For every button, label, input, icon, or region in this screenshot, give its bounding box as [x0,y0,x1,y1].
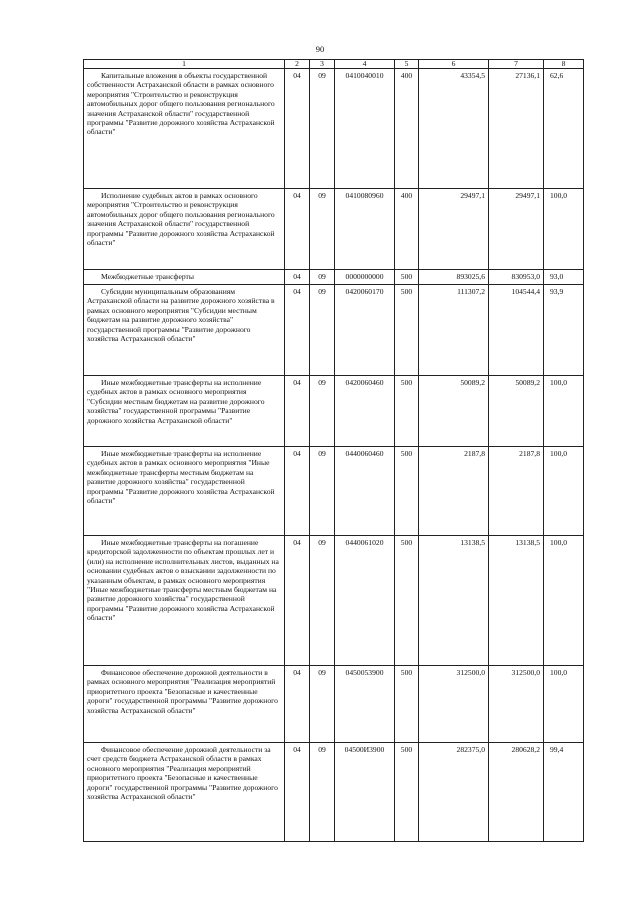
subsection-code: 09 [310,69,335,189]
table-row [84,376,584,447]
target-article-code: 04500И3900 [335,743,395,842]
planned-amount: 893025,6 [419,270,489,285]
row-description: Капитальные вложения в объекты государственной собственности Астраханской области в рамках основного мероприятия "Строительство и реконструкция автомобильных дорог общего пользования регионального значения Астраханской области" государственной программы "Развитие дорожного хозяйства Астраханской области" [84,69,285,189]
expense-type-code: 500 [395,536,419,666]
execution-percent: 99,4 [544,743,584,842]
table-row [84,189,584,270]
table-row [84,285,584,376]
execution-percent: 100,0 [544,376,584,447]
planned-amount: 312500,0 [419,666,489,743]
planned-amount: 13138,5 [419,536,489,666]
target-article-code: 0440060460 [335,447,395,536]
subsection-code: 09 [310,743,335,842]
row-description: Иные межбюджетные трансферты на исполнение судебных актов в рамках основного мероприятия "Иные межбюджетные трансферты местным бюджетам на развитие дорожного хозяйства" государственной программы "Развитие дорожного хозяйства Астраханской области" [84,447,285,536]
section-code: 04 [285,447,310,536]
execution-percent: 93,9 [544,285,584,376]
expense-type-code: 500 [395,447,419,536]
execution-percent: 100,0 [544,189,584,270]
target-article-code: 0420060460 [335,376,395,447]
target-article-code: 0420060170 [335,285,395,376]
row-description: Финансовое обеспечение дорожной деятельности за счет средств бюджета Астраханской области в рамках основного мероприятия "Реализация мероприятий приоритетного проекта "Безопасные и качественные дороги" государственной программы "Развитие дорожного хозяйства Астраханской области" [84,743,285,842]
target-article-code: 0410080960 [335,189,395,270]
subsection-code: 09 [310,666,335,743]
planned-amount: 2187,8 [419,447,489,536]
table-row [84,447,584,536]
row-description: Субсидии муниципальным образованиям Астраханской области на развитие дорожного хозяйства в рамках основного мероприятия "Субсидии местным бюджетам на развитие дорожного хозяйства" государственной программы "Развитие дорожного хозяйства Астраханской области" [84,285,285,376]
table-row [84,69,584,189]
section-code: 04 [285,536,310,666]
page-number: 90 [315,44,325,54]
target-article-code: 0000000000 [335,270,395,285]
target-article-code: 0450053900 [335,666,395,743]
section-code: 04 [285,285,310,376]
column-header: 5 [395,60,419,69]
execution-percent: 100,0 [544,666,584,743]
row-description: Межбюджетные трансферты [84,270,285,285]
row-description: Иные межбюджетные трансферты на погашение кредиторской задолженности по объектам прошлых лет и (или) на исполнение исполнительных листов, выданных на основании судебных актов о взыскании задолженности по указанным объектам, в рамках основного мероприятия "Иные межбюджетные трансферты местным бюджетам на развитие дорожного хозяйства" государственной программы "Развитие дорожного хозяйства Астраханской области" [84,536,285,666]
expense-type-code: 500 [395,285,419,376]
executed-amount: 13138,5 [489,536,544,666]
row-description: Финансовое обеспечение дорожной деятельности в рамках основного мероприятия "Реализация мероприятий приоритетного проекта "Безопасные и качественные дороги" государственной программы "Развитие дорожного хозяйства Астраханской области" [84,666,285,743]
expense-type-code: 500 [395,666,419,743]
row-description: Исполнение судебных актов в рамках основного мероприятия "Строительство и реконструкция автомобильных дорог общего пользования регионального значения Астраханской области" государственной программы "Развитие дорожного хозяйства Астраханской области" [84,189,285,270]
column-header: 7 [489,60,544,69]
table-row [84,270,584,285]
header-row [84,60,584,69]
executed-amount: 280628,2 [489,743,544,842]
executed-amount: 830953,0 [489,270,544,285]
subsection-code: 09 [310,447,335,536]
execution-percent: 100,0 [544,536,584,666]
executed-amount: 2187,8 [489,447,544,536]
expense-type-code: 400 [395,69,419,189]
planned-amount: 43354,5 [419,69,489,189]
table-row [84,743,584,842]
planned-amount: 50089,2 [419,376,489,447]
expense-type-code: 500 [395,743,419,842]
column-header: 1 [84,60,285,69]
subsection-code: 09 [310,536,335,666]
subsection-code: 09 [310,270,335,285]
expense-type-code: 500 [395,376,419,447]
section-code: 04 [285,189,310,270]
row-description: Иные межбюджетные трансферты на исполнение судебных актов в рамках основного мероприятия "Субсидии местным бюджетам на развитие дорожного хозяйства" государственной программы "Развитие дорожного хозяйства Астраханской области" [84,376,285,447]
column-header: 3 [310,60,335,69]
executed-amount: 29497,1 [489,189,544,270]
execution-percent: 93,0 [544,270,584,285]
column-header: 6 [419,60,489,69]
target-article-code: 0410040010 [335,69,395,189]
budget-table [83,59,584,842]
section-code: 04 [285,69,310,189]
planned-amount: 282375,0 [419,743,489,842]
target-article-code: 0440061020 [335,536,395,666]
planned-amount: 29497,1 [419,189,489,270]
executed-amount: 27136,1 [489,69,544,189]
subsection-code: 09 [310,376,335,447]
section-code: 04 [285,376,310,447]
subsection-code: 09 [310,189,335,270]
expense-type-code: 500 [395,270,419,285]
table-row [84,536,584,666]
planned-amount: 111307,2 [419,285,489,376]
section-code: 04 [285,666,310,743]
section-code: 04 [285,270,310,285]
column-header: 4 [335,60,395,69]
subsection-code: 09 [310,285,335,376]
table-row [84,666,584,743]
column-header: 8 [544,60,584,69]
executed-amount: 104544,4 [489,285,544,376]
executed-amount: 50089,2 [489,376,544,447]
execution-percent: 100,0 [544,447,584,536]
expense-type-code: 400 [395,189,419,270]
column-header: 2 [285,60,310,69]
executed-amount: 312500,0 [489,666,544,743]
execution-percent: 62,6 [544,69,584,189]
section-code: 04 [285,743,310,842]
